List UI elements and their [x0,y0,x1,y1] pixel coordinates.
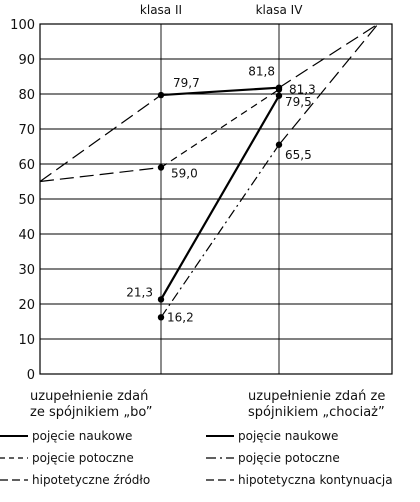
series-line-chociaz-longdash [279,24,378,88]
data-label: 21,3 [126,285,153,300]
data-point [158,92,164,98]
legend-label: pojęcie naukowe [32,429,133,443]
y-tick-label: 10 [18,333,35,348]
column-label: klasa II [139,3,183,17]
data-point [158,164,164,170]
y-tick-label: 100 [10,18,35,33]
series-line-bo-longdash [40,95,161,181]
series-line-bo-longdash [40,168,161,182]
y-tick-label: 80 [18,88,35,103]
data-label: 65,5 [285,147,312,162]
category-label-line1: uzupełnienie zdań ze [248,389,386,404]
data-point [276,142,282,148]
data-label: 81,8 [248,64,275,79]
category-label-line2: ze spójnikiem „bo” [30,405,153,420]
legend-label: hipotetyczne źródło [32,473,151,487]
legend-label: pojęcie potoczne [32,451,134,465]
y-tick-label: 50 [18,193,35,208]
y-tick-label: 90 [18,53,35,68]
y-tick-label: 40 [18,228,35,243]
category-label-line2: spójnikiem „chociaż” [248,405,385,420]
data-label: 59,0 [171,166,198,181]
y-tick-label: 0 [26,368,35,383]
category-label-line1: uzupełnienie zdań [30,389,149,404]
column-label: klasa IV [255,3,303,17]
data-point [158,314,164,320]
data-label: 79,7 [173,76,200,91]
legend-label: pojęcie naukowe [238,429,339,443]
y-tick-label: 60 [18,158,35,173]
data-label: 81,3 [289,82,316,97]
legend-label: hipotetyczna kontynuacja [238,473,393,487]
data-label: 79,5 [285,94,312,109]
y-tick-label: 20 [18,298,35,313]
data-point [276,86,282,92]
y-tick-label: 30 [18,263,35,278]
data-point [276,93,282,99]
data-point [158,296,164,302]
y-tick-label: 70 [18,123,35,138]
data-label: 16,2 [167,310,194,325]
legend-label: pojęcie potoczne [238,451,340,465]
